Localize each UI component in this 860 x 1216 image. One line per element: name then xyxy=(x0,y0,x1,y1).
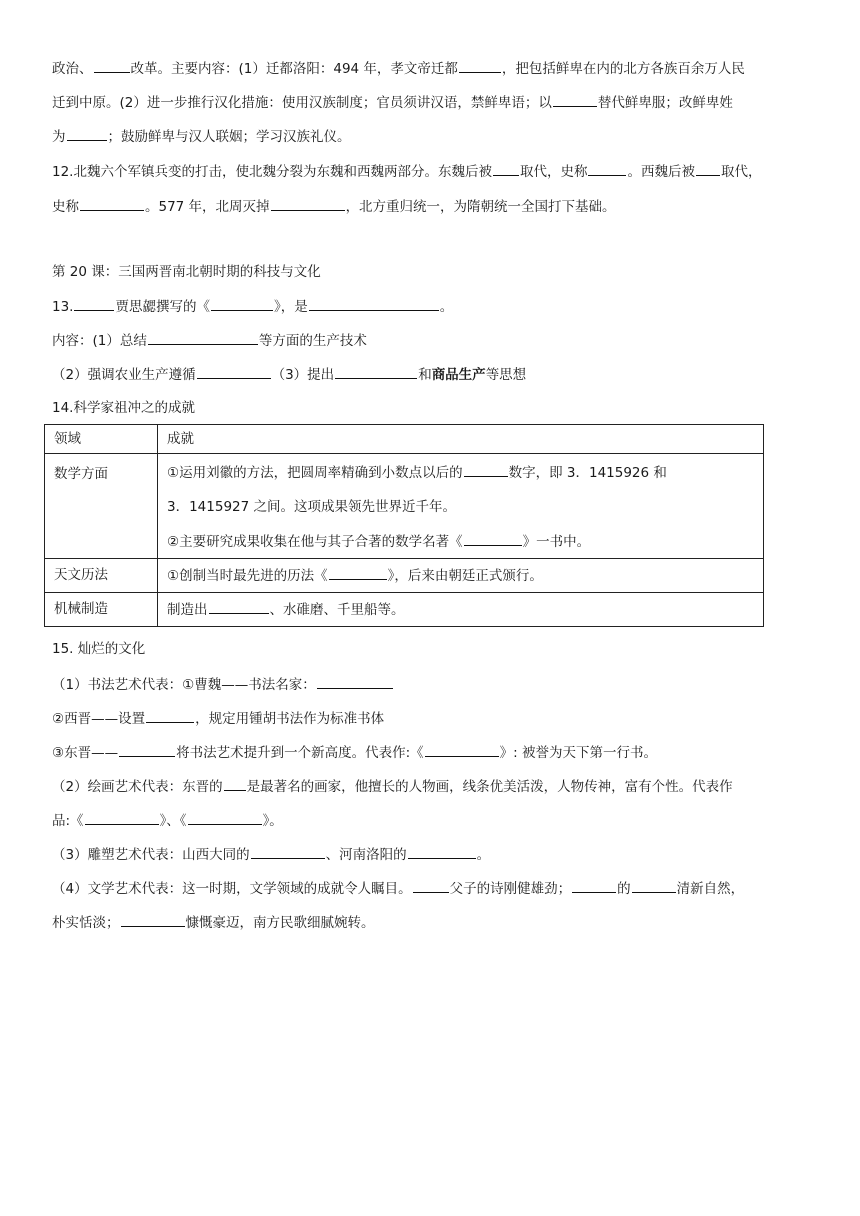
text: ③东晋—— xyxy=(52,745,119,761)
answer-blank[interactable] xyxy=(271,196,345,211)
answer-blank[interactable] xyxy=(209,599,269,614)
text: ②西晋——设置 xyxy=(52,711,146,727)
text: ，北方重归统一，为隋朝统一全国打下基础。 xyxy=(345,199,616,215)
reform-line-2 xyxy=(52,92,733,113)
achievement-cell xyxy=(158,593,764,627)
answer-blank[interactable] xyxy=(459,58,501,73)
header-achievement: 成就 xyxy=(158,425,764,454)
answer-blank[interactable] xyxy=(148,330,258,345)
text: 。 xyxy=(476,847,491,863)
answer-blank[interactable] xyxy=(425,742,499,757)
field-cell: 天文历法 xyxy=(45,559,158,593)
q15-line-6 xyxy=(52,844,490,865)
achievements-table xyxy=(44,424,764,627)
answer-blank[interactable] xyxy=(85,810,159,825)
header-field: 领域 xyxy=(45,425,158,454)
reform-line-3 xyxy=(52,126,351,147)
text: （3）提出 xyxy=(271,367,335,383)
answer-blank[interactable] xyxy=(188,810,262,825)
text: 》一书中。 xyxy=(522,534,591,550)
answer-blank[interactable] xyxy=(67,126,107,141)
q15-line-2 xyxy=(52,708,384,729)
lesson-heading: 第 20 课：三国两晋南北朝时期的科技与文化 xyxy=(52,264,321,280)
text: 父子的诗刚健雄劲； xyxy=(449,881,572,897)
text: （4）文学艺术代表：这一时期，文学领域的成就令人瞩目。 xyxy=(52,881,412,897)
text: 取代， xyxy=(720,164,762,180)
text: 》: 被誉为天下第一行书。 xyxy=(499,745,658,761)
text: 。577 年，北周灭掉 xyxy=(145,199,270,215)
text: ，规定用锺胡书法作为标准书体 xyxy=(195,711,385,727)
q15-line-5 xyxy=(52,810,283,831)
text: 》、《 xyxy=(159,813,187,829)
answer-blank[interactable] xyxy=(146,708,194,723)
answer-blank[interactable] xyxy=(464,531,522,546)
text: 和 xyxy=(418,367,432,383)
answer-blank[interactable] xyxy=(251,844,325,859)
answer-blank[interactable] xyxy=(317,674,393,689)
answer-blank[interactable] xyxy=(80,196,144,211)
table-row xyxy=(45,454,764,559)
text: 是最著名的画家，他擅长的人物画，线条优美活泼，人物传神，富有个性。代表作 xyxy=(246,779,733,795)
answer-blank[interactable] xyxy=(553,92,597,107)
text: 贾思勰撰写的《 xyxy=(115,299,210,315)
text: 》，是 xyxy=(273,299,308,315)
q12-line-2 xyxy=(52,196,616,217)
text: 政治、 xyxy=(52,61,93,77)
text: 》。 xyxy=(262,813,283,829)
text: 为 xyxy=(52,129,66,145)
achievement-cell xyxy=(158,454,764,559)
text: 朴实恬淡； xyxy=(52,915,120,931)
answer-blank[interactable] xyxy=(413,878,449,893)
text: 清新自然， xyxy=(676,881,745,897)
field-cell: 机械制造 xyxy=(45,593,158,627)
reform-line-1 xyxy=(52,58,745,79)
math-line-2: 3．1415927 之间。这项成果领先世界近千年。 xyxy=(167,499,457,515)
text: 等方面的生产技术 xyxy=(258,333,367,349)
answer-blank[interactable] xyxy=(696,161,720,176)
text: 的 xyxy=(617,881,631,897)
text: 改革。主要内容：(1）迁都洛阳：494 年，孝文帝迁都 xyxy=(130,61,458,77)
text: （2）绘画艺术代表：东晋的 xyxy=(52,779,223,795)
field-cell: 数学方面 xyxy=(45,454,158,559)
text: 。 xyxy=(439,299,454,315)
text: 、河南洛阳的 xyxy=(325,847,407,863)
q15-title: 15. 灿烂的文化 xyxy=(52,641,146,657)
q15-line-1 xyxy=(52,674,394,695)
answer-blank[interactable] xyxy=(632,878,676,893)
answer-blank[interactable] xyxy=(309,296,439,311)
text: ；鼓励鲜卑与汉人联姻；学习汉族礼仪。 xyxy=(107,129,351,145)
answer-blank[interactable] xyxy=(121,912,185,927)
answer-blank[interactable] xyxy=(197,364,271,379)
answer-blank[interactable] xyxy=(119,742,175,757)
text: 史称 xyxy=(52,199,79,215)
achievement-cell xyxy=(158,559,764,593)
text: 等思想 xyxy=(485,367,527,383)
text: 替代鲜卑服；改鲜卑姓 xyxy=(597,95,733,111)
q15-line-8 xyxy=(52,912,375,933)
q15-line-3 xyxy=(52,742,657,763)
q12-line-1 xyxy=(52,161,761,182)
math-line-3 xyxy=(167,531,754,552)
text: （1）书法艺术代表：①曹魏——书法名家： xyxy=(52,677,316,693)
text: 将书法艺术提升到一个新高度。代表作:《 xyxy=(176,745,424,761)
text: 12.北魏六个军镇兵变的打击，使北魏分裂为东魏和西魏两部分。东魏后被 xyxy=(52,164,492,180)
text: 内容：(1）总结 xyxy=(52,333,147,349)
text: 13. xyxy=(52,299,74,315)
text: 》，后来由朝廷正式颁行。 xyxy=(387,568,543,584)
answer-blank[interactable] xyxy=(464,462,508,477)
q15-line-4 xyxy=(52,776,733,797)
text: 。西魏后被 xyxy=(627,164,695,180)
answer-blank[interactable] xyxy=(211,296,273,311)
text: ①运用刘徽的方法，把圆周率精确到小数点以后的 xyxy=(167,465,463,481)
answer-blank[interactable] xyxy=(94,58,130,73)
q13-line-1 xyxy=(52,296,453,317)
table-row xyxy=(45,593,764,627)
text: 取代，史称 xyxy=(519,164,588,180)
answer-blank[interactable] xyxy=(408,844,476,859)
text: （3）雕塑艺术代表：山西大同的 xyxy=(52,847,250,863)
text: ①创制当时最先进的历法《 xyxy=(167,568,328,584)
text: 数字，即 3．1415926 和 xyxy=(508,465,667,481)
bold-term: 商品生产 xyxy=(431,367,486,383)
answer-blank[interactable] xyxy=(572,878,616,893)
q15-line-7 xyxy=(52,878,744,899)
answer-blank[interactable] xyxy=(588,161,626,176)
text: 制造出 xyxy=(167,602,208,618)
table-row xyxy=(45,559,764,593)
answer-blank[interactable] xyxy=(493,161,519,176)
answer-blank[interactable] xyxy=(335,364,417,379)
answer-blank[interactable] xyxy=(224,776,246,791)
q13-line-3 xyxy=(52,364,526,385)
text: 、水碓磨、千里船等。 xyxy=(269,602,405,618)
text: ②主要研究成果收集在他与其子合著的数学名著《 xyxy=(167,534,463,550)
math-line-1 xyxy=(167,462,754,483)
text: 慷慨豪迈，南方民歌细腻婉转。 xyxy=(185,915,375,931)
text: 品:《 xyxy=(52,813,84,829)
answer-blank[interactable] xyxy=(329,565,387,580)
answer-blank[interactable] xyxy=(74,296,114,311)
table-header-row xyxy=(45,425,764,454)
q13-line-2 xyxy=(52,330,367,351)
q14-title: 14.科学家祖冲之的成就 xyxy=(52,400,195,416)
text: ，把包括鲜卑在内的北方各族百余万人民 xyxy=(501,61,745,77)
text: （2）强调农业生产遵循 xyxy=(52,367,196,383)
text: 迁到中原。(2）进一步推行汉化措施：使用汉族制度；官员须讲汉语，禁鲜卑语；以 xyxy=(52,95,552,111)
